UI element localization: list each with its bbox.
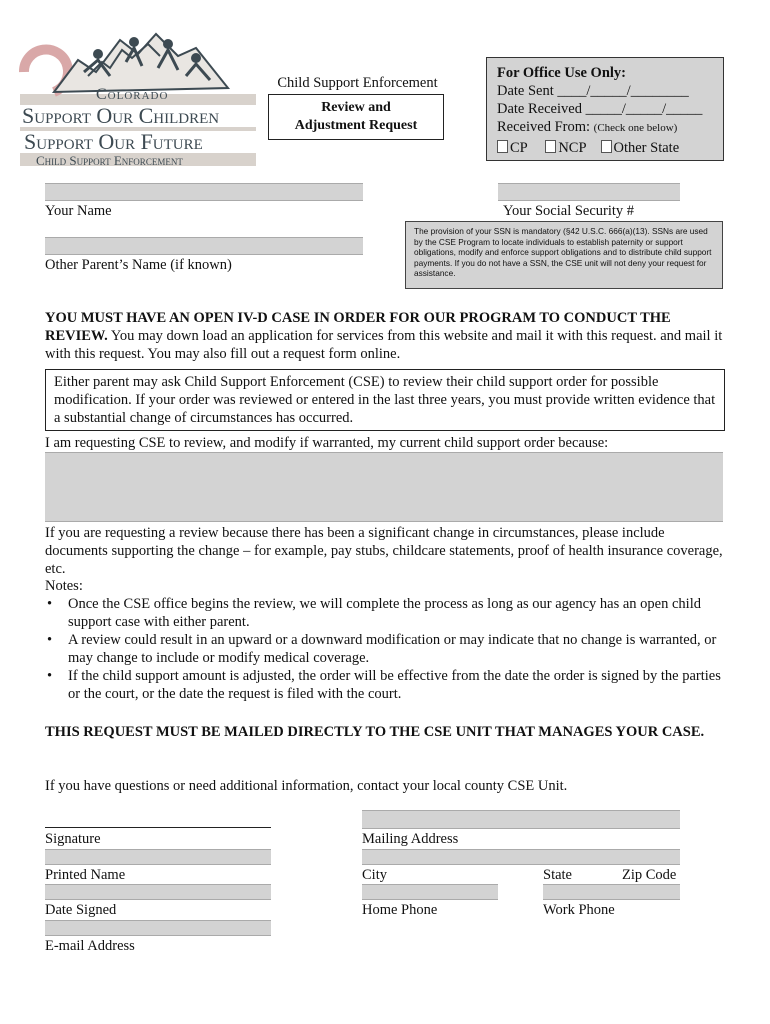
other-state-label: Other State [613, 140, 680, 156]
signature-label: Signature [45, 831, 101, 847]
bullet-icon: • [47, 668, 53, 684]
check-hint: (Check one below) [593, 122, 678, 134]
printed-name-label: Printed Name [45, 867, 126, 883]
either-parent-box: Either parent may ask Child Support Enforcement (CSE) to review their child support order for possible modification. If your order was reviewed or entered in the last three years, you must provide written evidence that a substantial change of circumstances has occurred. [45, 369, 725, 431]
date-sent: Date Sent ____/_____/________ [497, 83, 689, 99]
questions-text: If you have questions or need additional information, contact your local county CSE Unit. [45, 778, 568, 794]
list-item [45, 667, 725, 703]
city-state-zip-input[interactable] [362, 849, 680, 865]
notes-list [45, 595, 725, 703]
email-label: E-mail Address [45, 938, 135, 954]
office-use-heading: For Office Use Only: [497, 65, 626, 81]
open-case-rest: You may down load an application for services from this website and mail it with this request. and mail it with this request. You may also fill out a request form online. [45, 328, 723, 362]
home-phone-label: Home Phone [362, 902, 438, 918]
form-title-line2: Adjustment Request [294, 118, 418, 133]
email-input[interactable] [45, 920, 271, 936]
open-case-paragraph [45, 309, 725, 363]
mail-directly-notice: THIS REQUEST MUST BE MAILED DIRECTLY TO THE CSE UNIT THAT MANAGES YOUR CASE. [45, 724, 705, 740]
colorado-cse-logo [18, 32, 258, 168]
open-case-bold-2: REVIEW. [45, 328, 108, 344]
home-phone-input[interactable] [362, 884, 498, 900]
cp-checkbox[interactable] [497, 140, 508, 153]
other-parent-input[interactable] [45, 237, 363, 255]
logo-colorado: Colorado [96, 86, 169, 103]
your-name-input[interactable] [45, 183, 363, 201]
note-text: A review could result in an upward or a downward modification or may indicate that no change is warranted, or may change to include or modify medical coverage. [68, 632, 717, 666]
ncp-label: NCP [558, 140, 586, 156]
signature-line[interactable] [45, 827, 271, 828]
logo-support-children: Support Our Children [22, 103, 220, 128]
cp-label: CP [510, 140, 528, 156]
notes-label: Notes: [45, 578, 83, 594]
logo-support-future: Support Our Future [24, 129, 203, 154]
significant-change-text: If you are requesting a review because there has been a significant change in circumstances, please include documents supporting the change – for example, pay stubs, childcare statements, proof of health insurance coverage, etc. [45, 525, 723, 577]
zip-label: Zip Code [622, 867, 677, 883]
note-text: If the child support amount is adjusted, the order will be effective from the date the order is signed by the parties or the court, or the date the request is filed with the court. [68, 668, 721, 702]
received-from [497, 118, 713, 137]
bullet-icon: • [47, 632, 53, 648]
note-text: Once the CSE office begins the review, we will complete the process as long as our agency has an open child support case with either parent. [68, 596, 701, 630]
printed-name-input[interactable] [45, 849, 271, 865]
office-use-box [486, 57, 724, 161]
date-signed-input[interactable] [45, 884, 271, 900]
state-label: State [543, 867, 572, 883]
logo-cse: Child Support Enforcement [36, 153, 183, 168]
received-from-options [497, 139, 713, 157]
ncp-checkbox[interactable] [545, 140, 556, 153]
your-name-label: Your Name [45, 203, 112, 219]
city-label: City [362, 867, 387, 883]
form-title-line1: Review and [321, 100, 391, 115]
other-parent-label: Other Parent’s Name (if known) [45, 257, 232, 273]
reason-textarea[interactable] [45, 452, 723, 522]
date-signed-label: Date Signed [45, 902, 117, 918]
ssn-notice: The provision of your SSN is mandatory (§42 U.S.C. 666(a)(13). SSNs are used by the CSE Program to locate individuals to establish paternity or support obligations, modify and enforce support obligations and to distribute child support payments. If you do not have a SSN, the CSE unit will not deny your request for assistance. [405, 221, 723, 289]
list-item [45, 595, 725, 631]
work-phone-input[interactable] [543, 884, 680, 900]
form-title-box [268, 94, 444, 140]
list-item [45, 631, 725, 667]
received-from-label: Received From: [497, 119, 591, 135]
date-received: Date Received _____/_____/_____ [497, 101, 703, 117]
agency-title: Child Support Enforcement [277, 75, 438, 91]
other-state-checkbox[interactable] [601, 140, 612, 153]
requesting-text: I am requesting CSE to review, and modify if warranted, my current child support order because: [45, 435, 609, 451]
bullet-icon: • [47, 596, 53, 612]
open-case-bold-1: YOU MUST HAVE AN OPEN IV-D CASE IN ORDER FOR OUR PROGRAM TO CONDUCT THE [45, 310, 671, 326]
mailing-address-input[interactable] [362, 810, 680, 829]
mailing-address-label: Mailing Address [362, 831, 459, 847]
ssn-label: Your Social Security # [503, 203, 635, 219]
ssn-input[interactable] [498, 183, 680, 201]
work-phone-label: Work Phone [543, 902, 615, 918]
